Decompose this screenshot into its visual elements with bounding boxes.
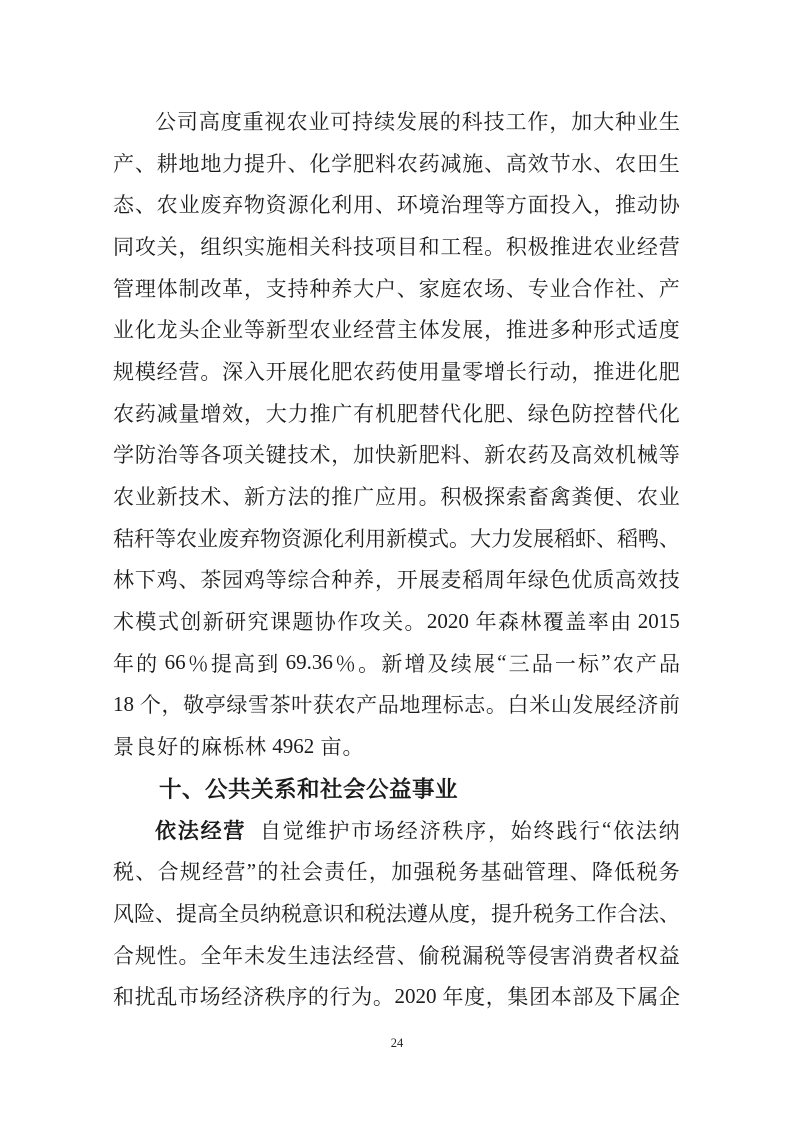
text-line: 合 规 性 。 全 年 未 发 生 违 法 经 营 、 偷 税 漏 税 等 侵 害 消 费 者 权 益 <box>113 943 680 968</box>
text-line: 管 理 体 制 改 革 ， 支 持 种 养 大 户 、 家 庭 农 场 、 专 业 合 作 社 、 产 <box>113 276 680 301</box>
text-line: 景 良 好 的 麻 栎 林 4962 亩 。 <box>113 733 364 760</box>
text-line: 规 模 经 营 。 深 入 开 展 化 肥 农 药 使 用 量 零 增 长 行 动 ， 推 进 化 肥 <box>113 359 680 384</box>
section-heading: 十、公共关系和社会公益事业 <box>159 776 459 802</box>
text-line: 18 个 ， 敬 亭 绿 雪 茶 叶 获 农 产 品 地 理 标 志 。 白 米 山 发 展 经 济 前 <box>113 691 680 718</box>
text-line: 术 模 式 创 新 研 究 课 题 协 作 攻 关 。 2020 年 森 林 覆 盖 率 由 2015 <box>113 608 680 635</box>
text-line: 产 、 耕 地 地 力 提 升 、 化 学 肥 料 农 药 减 施 、 高 效 节 水 、 农 田 生 <box>113 151 680 176</box>
text-line: 秸 秆 等 农 业 废 弃 物 资 源 化 利 用 新 模 式 。 大 力 发 展 稻 虾 、 稻 鸭 、 <box>113 526 680 551</box>
text-line: 林 下 鸡 、 茶 园 鸡 等 综 合 种 养 ， 开 展 麦 稻 周 年 绿 色 优 质 高 效 技 <box>113 568 680 593</box>
text-line: 学 防 治 等 各 项 关 键 技 术 ， 加 快 新 肥 料 、 新 农 药 及 高 效 机 械 等 <box>113 443 680 468</box>
text-line: 态 、 农 业 废 弃 物 资 源 化 利 用 、 环 境 治 理 等 方 面 投 入 ， 推 动 协 <box>113 193 680 218</box>
document-page-body <box>113 100 680 1017</box>
text-line-with-lead: 依 法 经 营 自 觉 维 护 市 场 经 济 秩 序 ， 始 终 践 行 “ 依 法 纳 <box>155 817 680 843</box>
text-line: 风 险 、 提 高 全 员 纳 税 意 识 和 税 法 遵 从 度 ， 提 升 税 务 工 作 合 法 、 <box>113 901 680 926</box>
page-number: 24 <box>390 1036 404 1050</box>
text-line: 农 业 新 技 术 、 新 方 法 的 推 广 应 用 。 积 极 探 索 畜 禽 粪 便 、 农 业 <box>113 485 680 510</box>
text-line: 和 扰 乱 市 场 经 济 秩 序 的 行 为 。 2020 年 度 ， 集 团 本 部 及 下 属 企 <box>113 983 680 1010</box>
text-line: 农 药 减 量 增 效 ， 大 力 推 广 有 机 肥 替 代 化 肥 、 绿 色 防 控 替 代 化 <box>113 401 680 426</box>
text-line: 同 攻 关 ， 组 织 实 施 相 关 科 技 项 目 和 工 程 。 积 极 推 进 农 业 经 营 <box>113 234 680 259</box>
text-line: 年 的 66 ％ 提 高 到 69.36 ％ 。 新 增 及 续 展 “ 三 品 一 标 ” 农 产 品 <box>113 650 680 676</box>
text-line: 业 化 龙 头 企 业 等 新 型 农 业 经 营 主 体 发 展 ， 推 进 多 种 形 式 适 度 <box>113 318 680 343</box>
text-line: 公 司 高 度 重 视 农 业 可 持 续 发 展 的 科 技 工 作 ， 加 大 种 业 生 <box>155 109 680 134</box>
text-line: 税 、 合 规 经 营 ” 的 社 会 责 任 ， 加 强 税 务 基 础 管 理 、 降 低 税 务 <box>113 858 680 885</box>
